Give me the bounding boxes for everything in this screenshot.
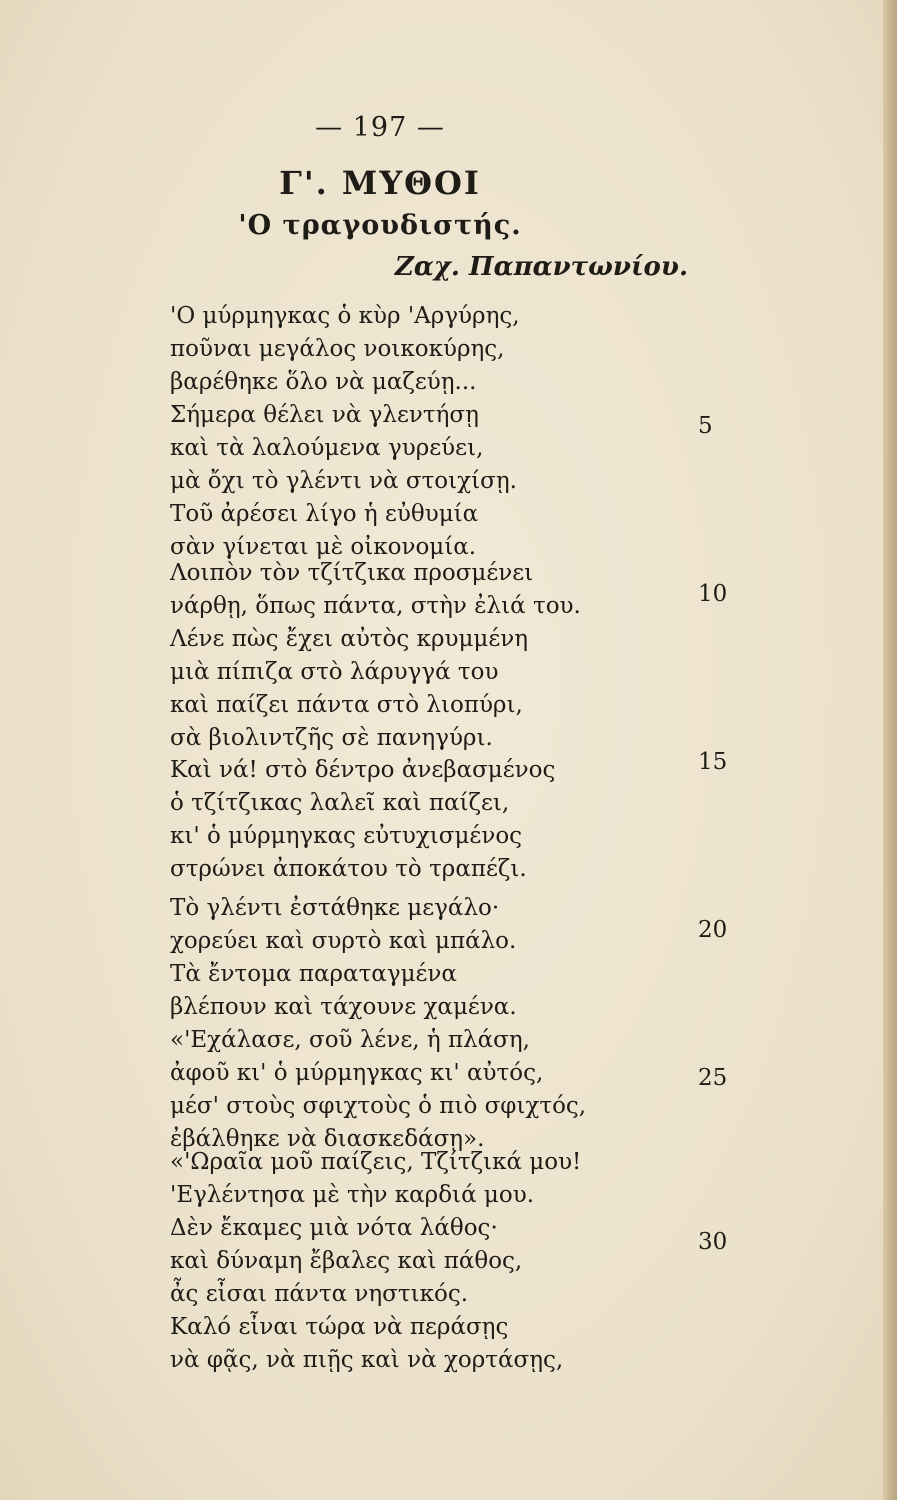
poem-author: Ζαχ. Παπαντωνίου. — [394, 252, 688, 282]
stanza-3 — [170, 754, 730, 886]
poem-line: στρώνει ἀποκάτου τὸ τραπέζι. — [170, 856, 527, 882]
poem-line: νάρθῃ, ὅπως πάντα, στὴν ἐλιά του. — [170, 593, 581, 619]
line-number-15: 15 — [698, 749, 728, 775]
poem-line: βλέπουν καὶ τάχουνε χαμένα. — [170, 994, 517, 1020]
poem-line: Δὲν ἔκαμες μιὰ νότα λάθος· — [170, 1215, 498, 1241]
poem-line: 'Εγλέντησα μὲ τὴν καρδιά μου. — [170, 1182, 535, 1208]
poem-line: Σήμερα θέλει νὰ γλεντήσῃ — [170, 402, 479, 428]
poem-line: ἆς εἶσαι πάντα νηστικός. — [170, 1281, 469, 1307]
poem-line: Λοιπὸν τὸν τζίτζικα προσμένει — [170, 560, 534, 586]
poem-line: ἐβάλθηκε νὰ διασκεδάσῃ». — [170, 1126, 485, 1152]
poem-line: ὁ τζίτζικας λαλεῖ καὶ παίζει, — [170, 790, 510, 816]
poem-line: ποῦναι μεγάλος νοικοκύρης, — [170, 336, 505, 362]
line-number-5: 5 — [698, 413, 713, 439]
poem-line: Λένε πὼς ἔχει αὐτὸς κρυμμένη — [170, 626, 529, 652]
poem-line: Καλό εἶναι τώρα νὰ περάσῃς — [170, 1314, 509, 1340]
line-number-20: 20 — [698, 917, 728, 943]
poem-line: μὰ ὄχι τὸ γλέντι νὰ στοιχίσῃ. — [170, 468, 517, 494]
poem-line: σὰ βιολιντζῆς σὲ πανηγύρι. — [170, 725, 493, 751]
poem-line: καὶ δύναμη ἔβαλες καὶ πάθος, — [170, 1248, 523, 1274]
poem-line: μέσ' στοὺς σφιχτοὺς ὁ πιὸ σφιχτός, — [170, 1093, 587, 1119]
stanza-2 — [170, 557, 730, 755]
section-title: Γ'. ΜΥΘΟΙ — [279, 164, 481, 202]
stanza-5 — [170, 1146, 730, 1377]
poem-line: νὰ φᾷς, νὰ πιῇς καὶ νὰ χορτάσῃς, — [170, 1347, 564, 1373]
poem-line: ἀφοῦ κι' ὁ μύρμηγκας κι' αὐτός, — [170, 1060, 544, 1086]
poem-line: Τὸ γλέντι ἐστάθηκε μεγάλο· — [170, 895, 500, 921]
poem-line: κι' ὁ μύρμηγκας εὐτυχισμένος — [170, 823, 523, 849]
poem-line: «'Ωραῖα μοῦ παίζεις, Τζίτζικά μου! — [170, 1149, 582, 1175]
poem-line: καὶ τὰ λαλούμενα γυρεύει, — [170, 435, 484, 461]
stanza-4 — [170, 892, 730, 1156]
poem-line: καὶ παίζει πάντα στὸ λιοπύρι, — [170, 692, 523, 718]
poem-line: «'Εχάλασε, σοῦ λένε, ἡ πλάση, — [170, 1027, 530, 1053]
poem-title: 'Ο τραγουδιστής. — [238, 210, 522, 241]
poem-line: Τὰ ἔντομα παραταγμένα — [170, 961, 457, 987]
poem-line: 'Ο μύρμηγκας ὁ κὺρ 'Αργύρης, — [170, 303, 520, 329]
poem-line: μιὰ πίπιζα στὸ λάρυγγά του — [170, 659, 499, 685]
poem-line: σὰν γίνεται μὲ οἰκονομία. — [170, 534, 477, 560]
page-spine-shadow — [883, 0, 897, 1500]
line-number-25: 25 — [698, 1065, 728, 1091]
poem-line: χορεύει καὶ συρτὸ καὶ μπάλο. — [170, 928, 517, 954]
poem-line: Καὶ νά! στὸ δέντρο ἀνεβασμένος — [170, 757, 556, 783]
page-number: — 197 — — [315, 112, 445, 143]
line-number-30: 30 — [698, 1229, 728, 1255]
poem-line: Τοῦ ἀρέσει λίγο ἡ εὐθυμία — [170, 501, 479, 527]
line-number-10: 10 — [698, 581, 728, 607]
poem-line: βαρέθηκε ὅλο νὰ μαζεύῃ... — [170, 369, 477, 395]
stanza-1 — [170, 300, 730, 564]
